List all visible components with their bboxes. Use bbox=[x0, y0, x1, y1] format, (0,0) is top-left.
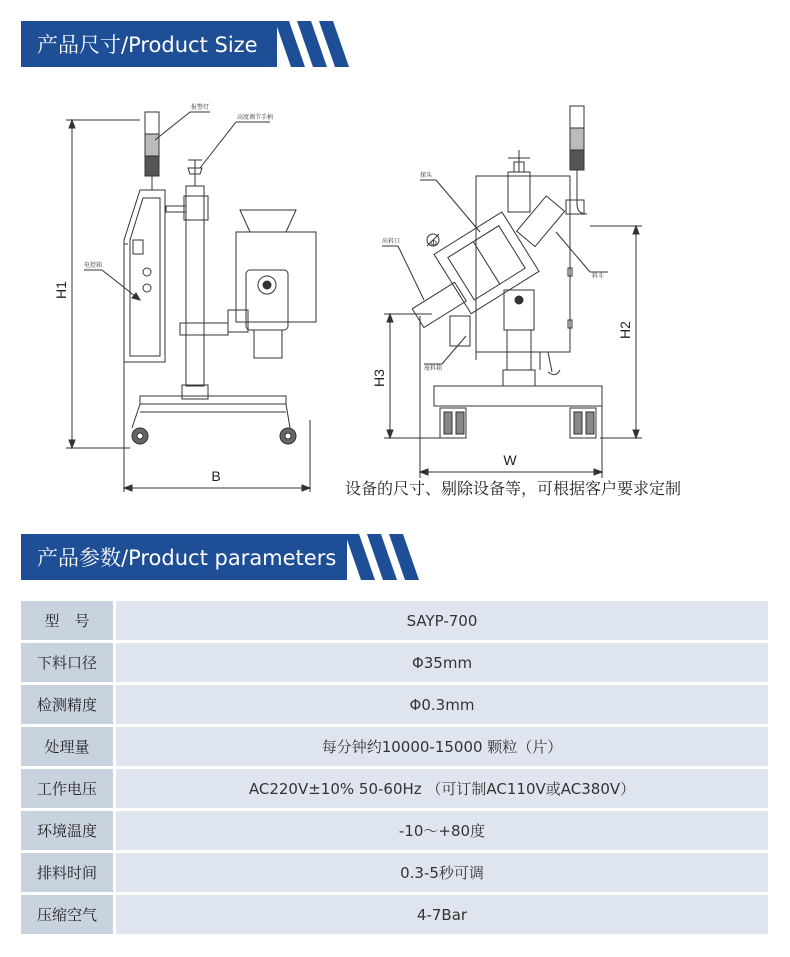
left-view bbox=[53, 103, 316, 492]
callout-reject: 废料箱 bbox=[424, 366, 443, 372]
callout-outlet: 出料口 bbox=[382, 239, 401, 245]
diameter-symbol: Φ bbox=[430, 238, 438, 248]
param-value: 4-7Bar bbox=[113, 895, 768, 934]
dim-h2-label: H2 bbox=[617, 321, 633, 339]
product-params-banner bbox=[21, 534, 347, 580]
param-label: 压缩空气 bbox=[21, 895, 113, 934]
param-label: 工作电压 bbox=[21, 769, 113, 808]
dim-h3-label: H3 bbox=[371, 369, 387, 387]
param-label: 排料时间 bbox=[21, 853, 113, 892]
table-row bbox=[21, 853, 768, 892]
table-row bbox=[21, 727, 768, 766]
callout-control-box: 电控箱 bbox=[84, 263, 103, 269]
table-row bbox=[21, 769, 768, 808]
param-value: AC220V±10% 50-60Hz （可订制AC110V或AC380V） bbox=[113, 769, 768, 808]
product-size-title: 产品尺寸/Product Size bbox=[37, 33, 258, 57]
dim-h1-label: H1 bbox=[53, 281, 69, 299]
dim-w-label: W bbox=[503, 452, 517, 468]
param-value: 0.3-5秒可调 bbox=[113, 853, 768, 892]
param-label: 下料口径 bbox=[21, 643, 113, 682]
callout-probe: 探头 bbox=[420, 173, 433, 179]
banner-stripes-icon bbox=[275, 21, 365, 67]
dim-b-label: B bbox=[211, 468, 221, 484]
param-label: 型 号 bbox=[21, 601, 113, 640]
callout-inlet: 料斗 bbox=[592, 274, 605, 280]
param-value: -10～+80度 bbox=[113, 811, 768, 850]
table-row bbox=[21, 643, 768, 682]
parameters-table bbox=[21, 598, 768, 937]
table-row bbox=[21, 811, 768, 850]
customization-note: 设备的尺寸、剔除设备等，可根据客户要求定制 bbox=[345, 479, 682, 498]
param-label: 检测精度 bbox=[21, 685, 113, 724]
banner-stripes-icon bbox=[345, 534, 435, 580]
product-params-title: 产品参数/Product parameters bbox=[37, 546, 337, 570]
param-value: 每分钟约10000-15000 颗粒（片） bbox=[113, 727, 768, 766]
callout-height-handle: 高度调节手柄 bbox=[237, 115, 274, 121]
param-value: Φ35mm bbox=[113, 643, 768, 682]
machine-drawing bbox=[0, 80, 790, 500]
table-row bbox=[21, 895, 768, 934]
param-label: 处理量 bbox=[21, 727, 113, 766]
param-value: Φ0.3mm bbox=[113, 685, 768, 724]
param-value: SAYP-700 bbox=[113, 601, 768, 640]
table-row bbox=[21, 685, 768, 724]
callout-alarm-light: 报警灯 bbox=[191, 105, 210, 111]
param-label: 环境温度 bbox=[21, 811, 113, 850]
right-view bbox=[371, 106, 642, 478]
table-row bbox=[21, 601, 768, 640]
product-size-banner bbox=[21, 21, 277, 67]
